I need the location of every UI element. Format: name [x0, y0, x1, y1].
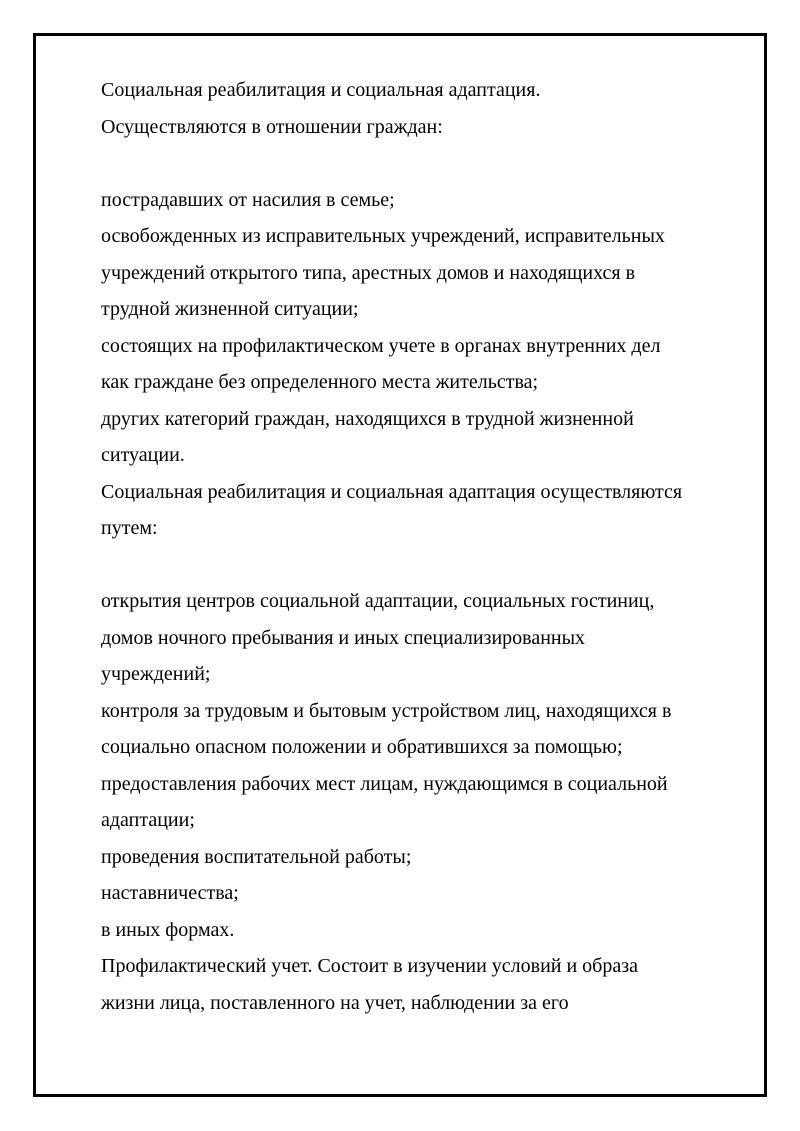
list-item-line: освобожденных из исправительных учреждений, исправительных	[101, 225, 665, 247]
list-item-line: состоящих на профилактическом учете в органах внутренних дел	[101, 334, 661, 357]
document-body	[101, 72, 741, 1021]
list-item-line: домов ночного пребывания и иных специализированных	[101, 626, 586, 649]
blank-line	[101, 547, 741, 584]
blank-line	[101, 145, 741, 182]
list-item-line: контроля за трудовым и бытовым устройством лиц, находящихся в	[101, 699, 672, 722]
list-item-line: учреждений открытого типа, арестных домов и находящихся в	[101, 261, 636, 284]
list-item-line: предоставления рабочих мест лицам, нуждающимся в социальной	[101, 772, 668, 795]
text-line: жизни лица, поставленного на учет, наблюдении за его	[101, 991, 569, 1014]
list-item-line: учреждений;	[101, 663, 211, 685]
list-item-line: в иных формах.	[101, 918, 235, 941]
list-item-line: пострадавших от насилия в семье;	[101, 188, 395, 211]
list-item-line: социально опасном положении и обратившихся за помощью;	[101, 736, 623, 758]
section-start-line: Профилактический учет. Состоит в изучении условий и образа	[101, 955, 639, 977]
heading-line: Социальная реабилитация и социальная адаптация.	[101, 79, 541, 101]
list-item-line: проведения воспитательной работы;	[101, 845, 412, 868]
list-item-line: ситуации.	[101, 444, 185, 466]
list-item-line: трудной жизненной ситуации;	[101, 298, 359, 320]
list-item-line: как граждане без определенного места жительства;	[101, 371, 539, 393]
list-item-line: открытия центров социальной адаптации, социальных гостиниц,	[101, 590, 655, 612]
list-item-line: адаптации;	[101, 809, 195, 831]
list-item-line: других категорий граждан, находящихся в трудной жизненной	[101, 407, 634, 430]
list-item-line: наставничества;	[101, 882, 239, 904]
text-line: путем:	[101, 517, 158, 539]
text-line: Социальная реабилитация и социальная адаптация осуществляются	[101, 480, 683, 503]
text-line: Осуществляются в отношении граждан:	[101, 115, 443, 138]
